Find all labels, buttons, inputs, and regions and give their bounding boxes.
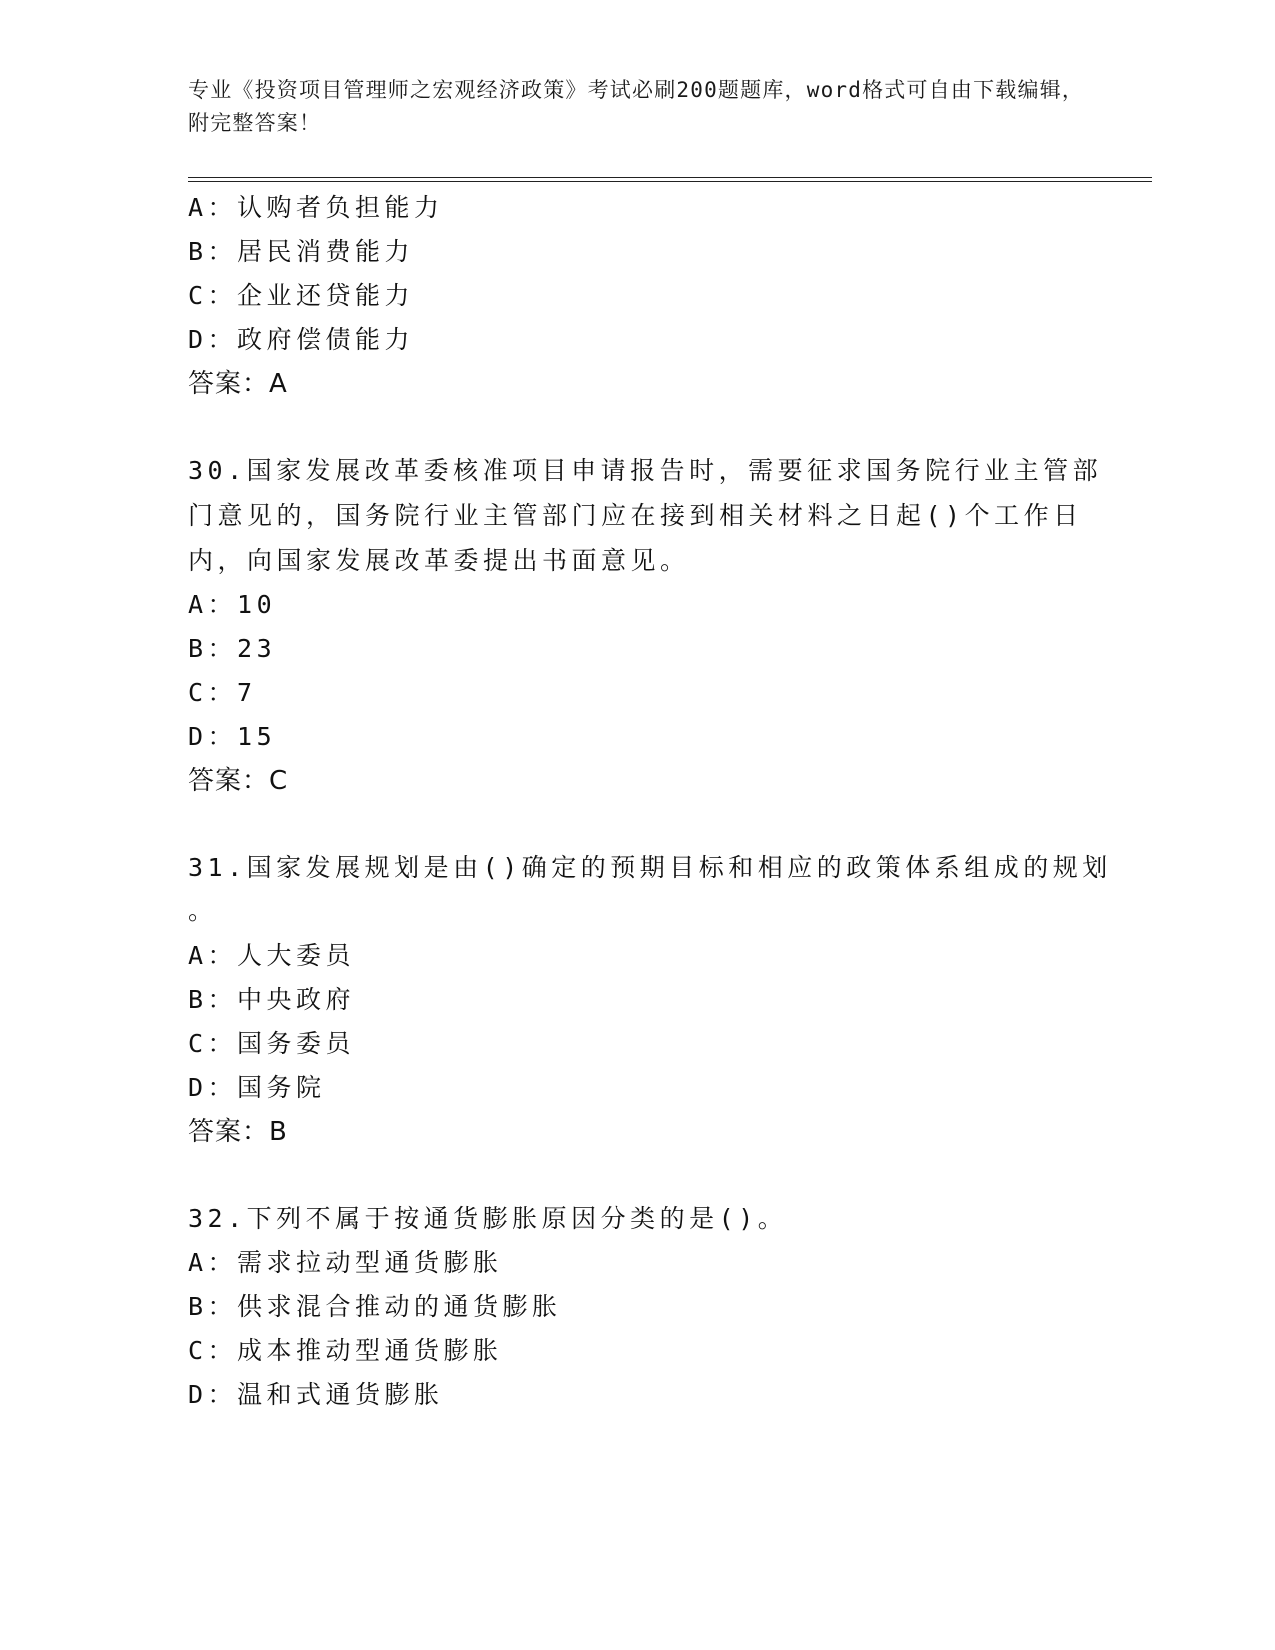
q30-option-b: B：23	[188, 634, 277, 663]
q30-option-d: D：15	[188, 722, 277, 751]
q32-option-c: C：成本推动型通货膨胀	[188, 1336, 503, 1365]
q31-option-a: A：人大委员	[188, 941, 356, 970]
q29-answer: 答案：A	[188, 369, 288, 399]
q30-stem-line-3: 内，向国家发展改革委提出书面意见。	[188, 546, 690, 575]
document-header: 专业《投资项目管理师之宏观经济政策》考试必刷200题题库，word格式可自由下载编辑，附完整答案！	[188, 78, 1085, 135]
q29-option-b: B：居民消费能力	[188, 237, 415, 266]
q32-option-b: B：供求混合推动的通货膨胀	[188, 1292, 562, 1321]
q30-stem-line-1: 30.国家发展改革委核准项目申请报告时，需要征求国务院行业主管部	[188, 456, 1103, 485]
q30-option-c: C：7	[188, 678, 257, 707]
q31-answer: 答案：B	[188, 1117, 288, 1147]
q32-option-a: A：需求拉动型通货膨胀	[188, 1248, 503, 1277]
q31-stem-line-2: 。	[188, 896, 218, 925]
q31-option-c: C：国务委员	[188, 1029, 356, 1058]
header-rule-bottom	[188, 181, 1152, 182]
q31-option-d: D：国务院	[188, 1073, 326, 1102]
q32-stem-line-1: 32.下列不属于按通货膨胀原因分类的是()。	[188, 1204, 788, 1233]
q31-stem-line-1: 31.国家发展规划是由()确定的预期目标和相应的政策体系组成的规划	[188, 853, 1112, 882]
q32-option-d: D：温和式通货膨胀	[188, 1380, 444, 1409]
q29-option-d: D：政府偿债能力	[188, 325, 415, 354]
q31-option-b: B：中央政府	[188, 985, 356, 1014]
q29-option-c: C：企业还贷能力	[188, 281, 415, 310]
q29-option-a: A：认购者负担能力	[188, 193, 444, 222]
q30-option-a: A：10	[188, 590, 277, 619]
q30-answer: 答案：C	[188, 766, 289, 796]
header-rule-top	[188, 177, 1152, 178]
q30-stem-line-2: 门意见的，国务院行业主管部门应在接到相关材料之日起()个工作日	[188, 501, 1083, 530]
